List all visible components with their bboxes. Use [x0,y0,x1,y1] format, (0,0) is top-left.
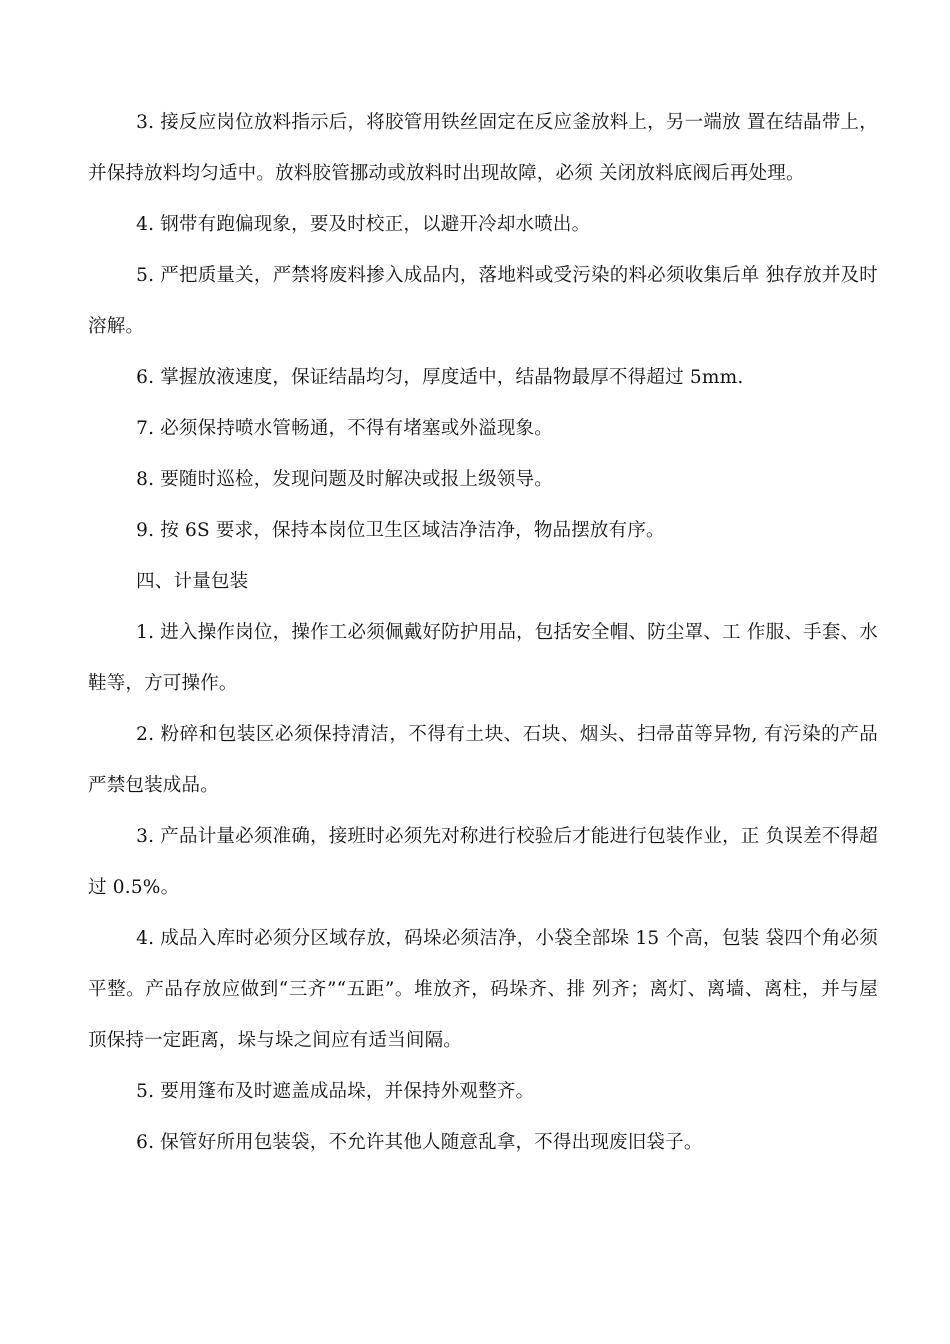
document-body [88,97,878,1168]
paragraph-9-6s: 9. 按 6S 要求，保持本岗位卫生区域洁净洁净，物品摆放有序。 [136,520,665,541]
paragraph-3-metering: 3. 产品计量必须准确，接班时必须先对称进行校验后才能进行包装作业，正 负误差不得超过 0.5%。 [88,826,878,898]
paragraph-8-inspection: 8. 要随时巡检，发现问题及时解决或报上级领导。 [136,469,553,490]
paragraph-5-quality: 5. 严把质量关，严禁将废料掺入成品内，落地料或受污染的料必须收集后单 独存放并及时溶解。 [88,265,878,337]
paragraph-6-liquid-speed: 6. 掌握放液速度，保证结晶均匀，厚度适中，结晶物最厚不得超过 5mm. [136,367,744,388]
paragraph-5-tarpaulin: 5. 要用篷布及时遮盖成品垛，并保持外观整齐。 [136,1081,535,1102]
paragraph-7-spray-pipe: 7. 必须保持喷水管畅通，不得有堵塞或外溢现象。 [136,418,553,439]
paragraph-1-protection: 1. 进入操作岗位，操作工必须佩戴好防护用品，包括安全帽、防尘罩、工 作服、手套、水鞋等，方可操作。 [88,622,878,694]
paragraph-3-feeding: 3. 接反应岗位放料指示后，将胶管用铁丝固定在反应釜放料上，另一端放 置在结晶带上，并保持放料均匀适中。放料胶管挪动或放料时出现故障，必须 关闭放料底阀后再处理。 [88,112,878,184]
paragraph-4-steel-belt: 4. 钢带有跑偏现象，要及时校正，以避开冷却水喷出。 [136,214,591,235]
section-heading-packaging: 四、计量包装 [136,571,249,592]
paragraph-2-cleanliness: 2. 粉碎和包装区必须保持清洁，不得有土块、石块、烟头、扫帚苗等异物, 有污染的产品严禁包装成品。 [88,724,878,796]
paragraph-4-storage: 4. 成品入库时必须分区域存放，码垛必须洁净，小袋全部垛 15 个高，包装 袋四个角必须平整。产品存放应做到“三齐”“五距”。堆放齐，码垛齐、排 列齐；离灯、离墙、离柱，并与屋顶保持一定距离，垛与垛之间应有适当间隔。 [88,928,878,1051]
paragraph-6-bags: 6. 保管好所用包装袋，不允许其他人随意乱拿，不得出现废旧袋子。 [136,1132,703,1153]
